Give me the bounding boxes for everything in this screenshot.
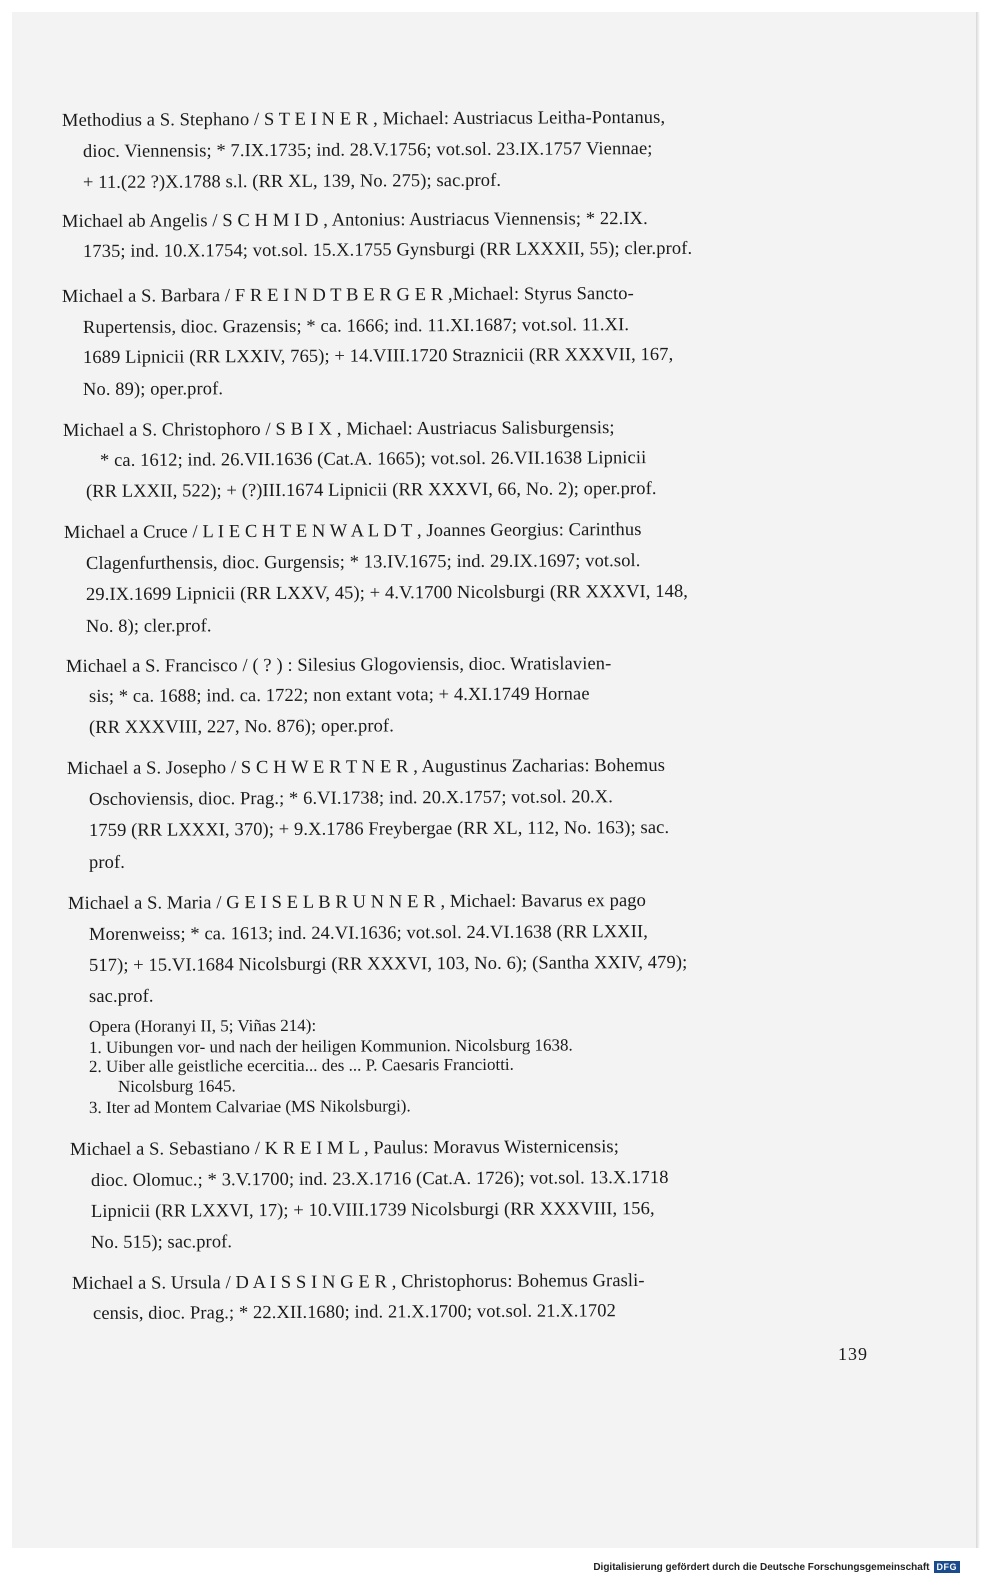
opera-item: Nicolsburg 1645. [117, 1076, 236, 1096]
entry-line: Michael ab Angelis / S C H M I D , Antonius: Austriacus Viennensis; * 22.IX. [61, 208, 648, 232]
entry-line: 517); + 15.VI.1684 Nicolsburgi (RR XXXVI, 103, No. 6); (Santha XXIV, 479); [88, 952, 688, 976]
page-number: 139 [838, 1344, 868, 1364]
entry-line: + 11.(22 ?)X.1788 s.l. (RR XL, 139, No. 275); sac.prof. [82, 170, 502, 193]
entry-line: Michael a S. Francisco / ( ? ) : Silesius Glogoviensis, dioc. Wratislavien- [65, 654, 612, 677]
entry-line: No. 8); cler.prof. [85, 616, 212, 637]
entry-line: dioc. Olomuc.; * 3.V.1700; ind. 23.X.1716 (Cat.A. 1726); vot.sol. 13.X.1718 [90, 1167, 669, 1191]
entry-line: 1735; ind. 10.X.1754; vot.sol. 15.X.1755 Gynsburgi (RR LXXXII, 55); cler.prof. [82, 238, 693, 262]
entry-line: Morenweiss; * ca. 1613; ind. 24.VI.1636; vot.sol. 24.VI.1638 (RR LXXII, [88, 922, 649, 945]
entry-line: 1759 (RR LXXXI, 370); + 9.X.1786 Freybergae (RR XL, 112, No. 163); sac. [88, 817, 670, 841]
opera-item: 1. Uibungen vor- und nach der heiligen Kommunion. Nicolsburg 1638. [88, 1035, 573, 1057]
page-edge [976, 12, 980, 1548]
entry-line: (RR LXXII, 522); + (?)III.1674 Lipnicii (RR XXXVI, 66, No. 2); oper.prof. [85, 479, 657, 502]
entry-line: Michael a Cruce / L I E C H T E N W A L D T , Joannes Georgius: Carinthus [63, 519, 642, 543]
entry-line: sac.prof. [88, 986, 154, 1007]
footer-text: Digitalisierung gefördert durch die Deutsche Forschungsgemeinschaft [593, 1561, 930, 1573]
entry-line: Clagenfurthensis, dioc. Gurgensis; * 13.IV.1675; ind. 29.IX.1697; vot.sol. [85, 551, 641, 574]
entry-line: 29.IX.1699 Lipnicii (RR LXXV, 45); + 4.V.1700 Nicolsburgi (RR XXXVI, 148, [85, 581, 689, 605]
opera-item: 2. Uiber alle geistliche ecercitia... des ... P. Caesaris Franciotti. [88, 1054, 514, 1076]
entry-line: Lipnicii (RR LXXVI, 17); + 10.VIII.1739 Nicolsburgi (RR XXXVIII, 156, [90, 1199, 655, 1222]
entry-line: 1689 Lipnicii (RR LXXIV, 765); + 14.VIII.1720 Straznicii (RR XXXVII, 167, [82, 344, 674, 368]
entry-line: Oschoviensis, dioc. Prag.; * 6.VI.1738; ind. 20.X.1757; vot.sol. 20.X. [88, 787, 613, 810]
entry-line: dioc. Viennensis; * 7.IX.1735; ind. 28.V.1756; vot.sol. 23.IX.1757 Viennae; [82, 139, 653, 162]
entry-line: Michael a S. Sebastiano / K R E I M L , Paulus: Moravus Wisternicensis; [69, 1137, 620, 1160]
entry-line: No. 515); sac.prof. [90, 1232, 233, 1253]
entry-line: * ca. 1612; ind. 26.VII.1636 (Cat.A. 1665); vot.sol. 26.VII.1638 Lipnicii [99, 448, 647, 471]
entry-line: Methodius a S. Stephano / S T E I N E R , Michael: Austriacus Leitha-Pontanus, [61, 107, 666, 131]
entry-line: prof. [88, 852, 126, 873]
entry-line: censis, dioc. Prag.; * 22.XII.1680; ind. 21.X.1700; vot.sol. 21.X.1702 [92, 1301, 616, 1324]
entry-line: Michael a S. Barbara / F R E I N D T B E R G E R ,Michael: Styrus Sancto- [61, 284, 634, 307]
entry-line: Michael a S. Ursula / D A I S S I N G E R , Christophorus: Bohemus Grasli- [71, 1271, 645, 1294]
entry-line: Michael a S. Christophoro / S B I X , Michael: Austriacus Salisburgensis; [62, 418, 615, 441]
entry-line: Rupertensis, dioc. Grazensis; * ca. 1666; ind. 11.XI.1687; vot.sol. 11.XI. [82, 315, 630, 338]
entry-line: Michael a S. Josepho / S C H W E R T N E R , Augustinus Zacharias: Bohemus [66, 755, 666, 779]
entry-line: Michael a S. Maria / G E I S E L B R U N N E R , Michael: Bavarus ex pago [67, 890, 646, 914]
entry-line: sis; * ca. 1688; ind. ca. 1722; non extant vota; + 4.XI.1749 Hornae [88, 684, 590, 707]
opera-heading: Opera (Horanyi II, 5; Viñas 214): [88, 1015, 317, 1036]
digitization-credit [593, 1561, 960, 1573]
entry-line: No. 89); oper.prof. [82, 379, 224, 400]
opera-item: 3. Iter ad Montem Calvariae (MS Nikolsburgi). [88, 1096, 411, 1117]
dfg-logo: DFG [934, 1561, 961, 1573]
entry-line: (RR XXXVIII, 227, No. 876); oper.prof. [88, 716, 394, 738]
